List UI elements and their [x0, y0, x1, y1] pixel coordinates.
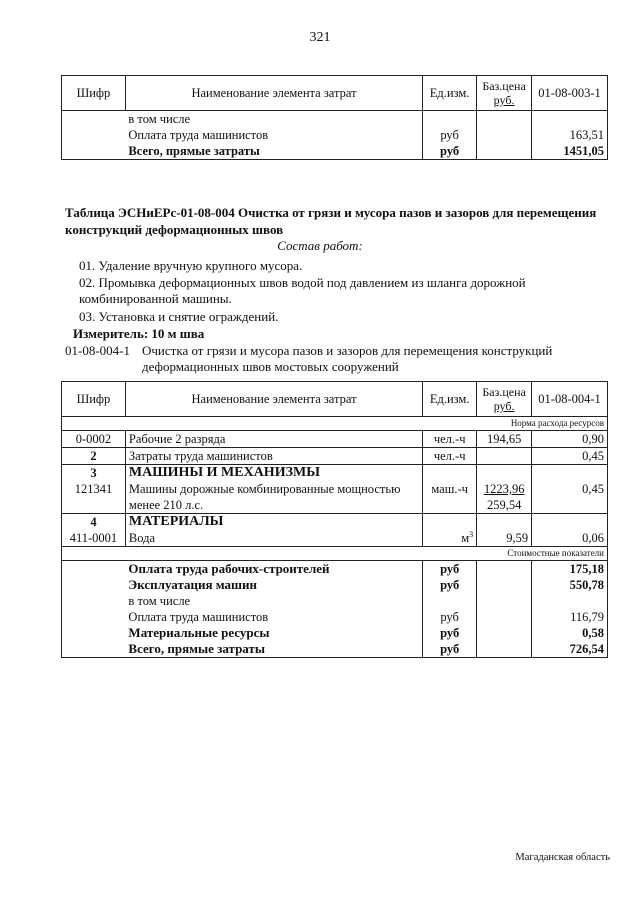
row-code: 0-0002: [62, 431, 126, 448]
total-name: Оплата труда машинистов: [128, 610, 269, 624]
norm-label-row: [62, 417, 608, 431]
total-value: 0,58: [532, 625, 608, 641]
meter: Измеритель: 10 м шва: [73, 326, 205, 341]
section-title: МАШИНЫ И МЕХАНИЗМЫ: [125, 465, 422, 482]
row-code: 121341: [62, 481, 126, 514]
total-name: Всего, прямые затраты: [125, 641, 422, 658]
header-code: Шифр: [62, 76, 126, 111]
total-name: в том числе: [128, 594, 191, 608]
table-01-08-003-1: [61, 75, 608, 160]
table-row: [62, 481, 608, 514]
row-price: 1223,96 259,54: [477, 481, 532, 514]
row-name: Рабочие 2 разряда: [125, 431, 422, 448]
total-row: [62, 609, 608, 625]
total-value: 175,18: [532, 561, 608, 578]
total-unit: руб: [423, 561, 477, 578]
table-row: [62, 448, 608, 465]
work-item: 03. Установка и снятие ограждений.: [79, 309, 279, 324]
total-row: [62, 641, 608, 658]
row-norm: 0,45: [532, 448, 608, 465]
total-unit: руб: [423, 577, 477, 593]
header-base-price: Баз.цена руб.: [477, 76, 532, 111]
composition-title: Состав работ:: [277, 238, 363, 253]
table-row: [62, 530, 608, 547]
header-code: Шифр: [62, 382, 126, 417]
table-header: [62, 76, 608, 111]
total-unit: руб: [423, 641, 477, 658]
row-norm: 0,90: [532, 431, 608, 448]
total-value: 116,79: [532, 609, 608, 625]
row-name: Вода: [125, 530, 422, 547]
row-name: Оплата труда машинистов: [128, 128, 269, 142]
row-name: Машины дорожные комбинированные мощностью менее 210 л.с.: [125, 481, 422, 514]
header-base-price: Баз.цена руб.: [477, 382, 532, 417]
row-price: [477, 448, 532, 465]
table-row: [62, 143, 608, 160]
row-name: Всего, прямые затраты: [125, 143, 422, 160]
row-code: 2: [62, 448, 126, 465]
row-unit: руб: [423, 143, 477, 160]
row-name: в том числе: [128, 112, 191, 126]
row-unit: чел.-ч: [423, 448, 477, 465]
section-row: [62, 465, 608, 482]
row-code: 411-0001: [62, 530, 126, 547]
row-norm: 0,45: [532, 481, 608, 514]
table-row: [62, 431, 608, 448]
total-row: [62, 577, 608, 593]
header-unit: Ед.изм.: [423, 76, 477, 111]
total-name: Материальные ресурсы: [128, 625, 270, 640]
header-name: Наименование элемента затрат: [125, 382, 422, 417]
row-norm: 0,06: [532, 530, 608, 547]
row-unit: чел.-ч: [423, 431, 477, 448]
total-value: 726,54: [532, 641, 608, 658]
item-description: Очистка от грязи и мусора пазов и зазоров для перемещения конструкций деформационных швов мостовых сооружений: [142, 343, 553, 374]
header-norm-code: 01-08-003-1: [532, 76, 608, 111]
footer-region: Магаданская область: [515, 852, 610, 863]
total-row: [62, 561, 608, 578]
table-title: Таблица ЭСНиЕРс-01-08-004 Очистка от грязи и мусора пазов и зазоров для перемещения конструкций деформационных швов: [65, 205, 597, 237]
total-unit: руб: [423, 609, 477, 625]
table-row: [62, 127, 608, 143]
work-item: 01. Удаление вручную крупного мусора.: [79, 258, 303, 273]
section-number: 4: [62, 514, 126, 531]
total-name: Оплата труда рабочих-строителей: [128, 561, 330, 576]
row-unit: $м^3$: [423, 530, 477, 547]
cost-label-row: [62, 547, 608, 561]
section-row: [62, 514, 608, 531]
total-row: [62, 625, 608, 641]
norm-label: Норма расхода ресурсов: [62, 417, 608, 431]
table-row: [62, 111, 608, 128]
work-item: 02. Промывка деформационных швов водой под давлением из шланга дорожной комбинированной машины.: [79, 275, 526, 306]
row-unit: руб: [423, 127, 477, 143]
cost-label: Стоимостные показатели: [62, 547, 608, 561]
table-header: [62, 382, 608, 417]
row-value: 1451,05: [532, 143, 608, 160]
table-01-08-004-1: [61, 381, 608, 658]
header-unit: Ед.изм.: [423, 382, 477, 417]
row-value: 163,51: [532, 127, 608, 143]
total-row: [62, 593, 608, 609]
row-price: 194,65: [477, 431, 532, 448]
row-unit: маш.-ч: [423, 481, 477, 514]
total-name: Эксплуатация машин: [128, 577, 257, 592]
row-name: Затраты труда машинистов: [125, 448, 422, 465]
total-unit: руб: [423, 625, 477, 641]
row-price: 9,59: [477, 530, 532, 547]
total-value: 550,78: [532, 577, 608, 593]
page-number: 321: [309, 30, 331, 45]
header-name: Наименование элемента затрат: [125, 76, 422, 111]
section-number: 3: [62, 465, 126, 482]
item-code: 01-08-004-1: [65, 343, 130, 358]
section-title: МАТЕРИАЛЫ: [125, 514, 422, 531]
header-norm-code: 01-08-004-1: [532, 382, 608, 417]
